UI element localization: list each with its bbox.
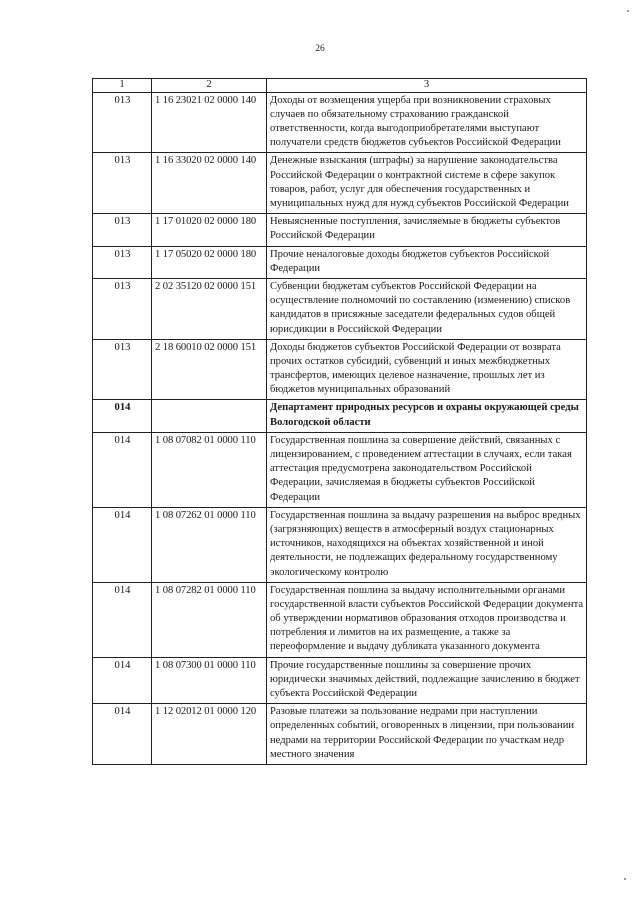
table-row (93, 92, 587, 153)
admin-code-cell: 013 (93, 92, 152, 153)
revenue-name-cell: Невыясненные поступления, зачисляемые в бюджеты субъектов Российской Федерации (267, 214, 587, 246)
budget-code-cell: 1 16 33020 02 0000 140 (152, 153, 267, 214)
admin-code-cell: 013 (93, 153, 152, 214)
header-cell: 3 (267, 79, 587, 93)
budget-code-cell: 2 18 60010 02 0000 151 (152, 339, 267, 400)
table-row (93, 507, 587, 582)
table-row (93, 704, 587, 765)
admin-code-cell: 014 (93, 704, 152, 765)
scan-speck (627, 10, 629, 12)
revenue-name-cell: Государственная пошлина за выдачу разрешения на выброс вредных (загрязняющих) веществ в атмосферный воздух стационарных источников, находящихся на объектах хозяйственной и иной деятельности, не подлежащих федеральному государственному экологическому контролю (267, 507, 587, 582)
revenue-name-cell: Разовые платежи за пользование недрами при наступлении определенных событий, оговоренных в лицензии, при пользовании недрами на территории Российской Федерации по участкам недр местного значения (267, 704, 587, 765)
table-row (93, 246, 587, 278)
revenue-name-cell: Субвенции бюджетам субъектов Российской Федерации на осуществление полномочий по составлению (изменению) списков кандидатов в присяжные заседатели федеральных судов общей юрисдикции в Российской Федерации (267, 278, 587, 339)
table-row (93, 153, 587, 214)
revenue-name-cell: Прочие государственные пошлины за совершение прочих юридически значимых действий, подлежащие зачислению в бюджет субъекта Российской Федерации (267, 657, 587, 704)
revenue-name-cell: Департамент природных ресурсов и охраны окружающей среды Вологодской области (267, 400, 587, 432)
table-row (93, 657, 587, 704)
admin-code-cell: 014 (93, 507, 152, 582)
table-row (93, 432, 587, 507)
header-row (93, 79, 587, 93)
table-row (93, 214, 587, 246)
admin-code-cell: 013 (93, 214, 152, 246)
budget-code-cell: 1 08 07082 01 0000 110 (152, 432, 267, 507)
budget-code-cell: 1 08 07262 01 0000 110 (152, 507, 267, 582)
table-row (93, 582, 587, 657)
scan-speck (624, 878, 626, 880)
table-body (93, 92, 587, 764)
revenue-name-cell: Государственная пошлина за выдачу исполнительными органами государственной власти субъектов Российской Федерации документа об утверждении нормативов образования отходов производства и потребления и лимитов на их размещение, а также за переоформление и выдачу дубликата указанного документа (267, 582, 587, 657)
budget-code-cell: 2 02 35120 02 0000 151 (152, 278, 267, 339)
header-cell: 2 (152, 79, 267, 93)
revenue-name-cell: Государственная пошлина за совершение действий, связанных с лицензированием, с проведением аттестации в случаях, если такая аттестация предусмотрена законодательством Российской Федерации, зачисляемая в бюджеты субъектов Российской Федерации (267, 432, 587, 507)
admin-code-cell: 013 (93, 278, 152, 339)
admin-code-cell: 013 (93, 246, 152, 278)
table-row (93, 400, 587, 432)
budget-code-cell (152, 400, 267, 432)
admin-code-cell: 014 (93, 400, 152, 432)
page-number: 26 (315, 44, 325, 54)
revenue-name-cell: Прочие неналоговые доходы бюджетов субъектов Российской Федерации (267, 246, 587, 278)
budget-code-cell: 1 12 02012 01 0000 120 (152, 704, 267, 765)
revenue-name-cell: Доходы бюджетов субъектов Российской Федерации от возврата прочих остатков субсидий, субвенций и иных межбюджетных трансфертов, имеющих целевое назначение, прошлых лет из бюджетов муниципальных образований (267, 339, 587, 400)
budget-code-cell: 1 17 05020 02 0000 180 (152, 246, 267, 278)
revenue-name-cell: Денежные взыскания (штрафы) за нарушение законодательства Российской Федерации о контрактной системе в сфере закупок товаров, работ, услуг для обеспечения государственных и муниципальных нужд для нужд субъектов Российской Федерации (267, 153, 587, 214)
revenue-name-cell: Доходы от возмещения ущерба при возникновении страховых случаев по обязательному страхованию гражданской ответственности, когда выгодоприобретателями выступают получатели средств бюджетов субъектов Российской Федерации (267, 92, 587, 153)
budget-code-cell: 1 16 23021 02 0000 140 (152, 92, 267, 153)
admin-code-cell: 013 (93, 339, 152, 400)
revenue-codes-table (92, 78, 587, 765)
header-cell: 1 (93, 79, 152, 93)
budget-code-cell: 1 08 07300 01 0000 110 (152, 657, 267, 704)
budget-code-cell: 1 17 01020 02 0000 180 (152, 214, 267, 246)
admin-code-cell: 014 (93, 582, 152, 657)
admin-code-cell: 014 (93, 432, 152, 507)
budget-code-cell: 1 08 07282 01 0000 110 (152, 582, 267, 657)
admin-code-cell: 014 (93, 657, 152, 704)
table-row (93, 339, 587, 400)
table-row (93, 278, 587, 339)
